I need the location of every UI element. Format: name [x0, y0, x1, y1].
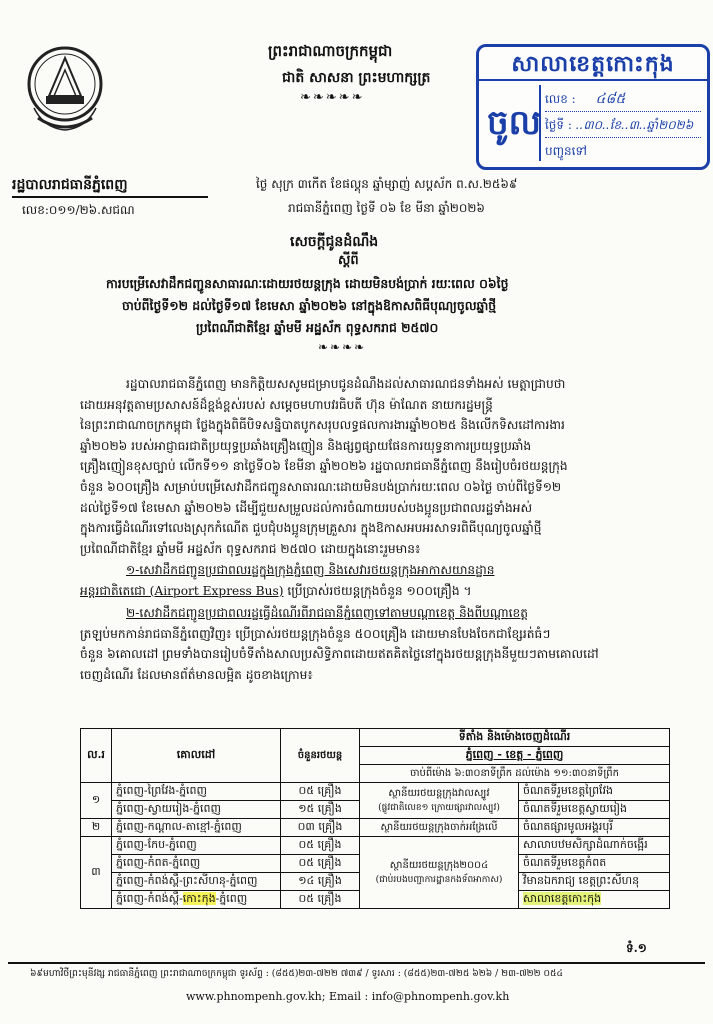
stamp-mark: ចូល — [487, 85, 541, 161]
item-1-airport-bus: អន្តរជាតិតេជោ (Airport Express Bus) — [80, 583, 284, 598]
item-2-line: ចំនួន ៦គោលដៅ ព្រមទាំងបានរៀបចំទីតាំងសាលប្រសិទ្ធិភាពដោយឥតគិតថ្លៃនៅក្នុងរថយន្តក្រុងនីមួយៗតាមគោលដៅ — [80, 647, 599, 662]
stamp-row-number — [545, 87, 701, 112]
row-destination: ភ្នំពេញ-កែប-ភ្នំពេញ — [112, 837, 281, 855]
table-row — [81, 783, 670, 801]
body-line: ឆ្នាំ២០២៦ របស់អាជ្ញាធរជាតិប្រយុទ្ធប្រឆាំងគ្រឿងញៀន និងផ្សព្វផ្សាយផែនការយុទ្ធនាការប្រយុទ្ធប្រឆាំង — [80, 438, 532, 453]
reference-number: លេខ:០១១/២៦.សជណ — [22, 203, 135, 217]
notice-subject-line2: ចាប់ពីថ្ងៃទី១២ ដល់ថ្ងៃទី១៧ ខែមេសា ឆ្នាំ២០២៦ នៅក្នុងឱកាសពិធីបុណ្យចូលឆ្នាំថ្មី — [122, 298, 497, 313]
row-arrival: ចំណតទីរួមខេត្តព្រៃវែង — [519, 783, 670, 801]
row-buses: ០៥ គ្រឿង — [281, 783, 360, 801]
body-line: រដ្ឋបាលរាជធានីភ្នំពេញ មានកិត្តិយសសូមជម្រាបជូនដំណឹងដល់សាធារណជនទាំងអស់ មេត្តាជ្រាបថា — [126, 377, 566, 391]
row-arrival: ចំណតទីរួមខេត្តស្វាយរៀង — [519, 801, 670, 819]
header-destination: គោលដៅ — [112, 729, 281, 783]
kingdom-heading: ព្រះរាជាណាចក្រកម្ពុជា — [268, 42, 393, 60]
stamp-value-number: ៤៨៥ — [595, 91, 626, 107]
row-buses: ០៥ គ្រឿង — [281, 891, 360, 909]
notice-subject-label: ស្តីពី — [338, 253, 359, 268]
station-3-name: ស្ថានីយរថយន្តក្រុង២០០៤ — [389, 859, 489, 871]
footer-rule — [8, 962, 705, 964]
notice-title: សេចក្តីជូនដំណឹង — [290, 234, 379, 250]
row-arrival: ចំណតផ្សារមូលអង្គរបុរី — [519, 819, 670, 837]
item-1-line: ១-សេវាដឹកជញ្ជូនប្រជាពលរដ្ឋក្នុងក្រុងភ្នំពេញ និងសេវារថយន្តក្រុងអាកាសយានដ្ឋាន — [126, 563, 495, 577]
row-arrival: សាលាបឋមសិក្សាដំណាក់ចង្អើរ — [519, 837, 670, 855]
station-3-note: (ជាប់របងបញ្ជាការដ្ឋានកងទ័ពអាកាស) — [375, 874, 503, 885]
national-motto: ជាតិ សាសនា ព្រះមហាក្សត្រ — [282, 70, 431, 86]
station-1-name: ស្ថានីយរថយន្តក្រុងវាលស្បូវ — [388, 787, 490, 799]
body-line: ដល់ថ្ងៃទី១៧ ខែមេសា ឆ្នាំ២០២៦ ដើម្បីជួយសម្រួលដល់ការចំណាយរបស់បងប្អូនប្រជាពលរដ្ឋទាំងអស់ — [80, 500, 533, 515]
station-2: ស្ថានីយរថយន្តក្រុងចាក់អង្រែលើ — [360, 819, 519, 837]
dest-part: -ភ្នំពេញ — [215, 891, 248, 905]
bus-schedule-table — [80, 728, 670, 909]
stamp-row-forward — [545, 139, 701, 163]
body-paragraph — [80, 374, 680, 559]
row-buses: ០៣ គ្រឿង — [281, 819, 360, 837]
body-line: នៃព្រះរាជាណាចក្រកម្ពុជា ថ្លែងក្នុងពិធីបិទសន្និបាតបូកសរុបលទ្ធផលការងារឆ្នាំ២០២៥ និងលើកទិសដៅការងារ — [80, 418, 565, 433]
row-buses: ០៥ គ្រឿង — [281, 855, 360, 873]
lunar-date: ថ្ងៃ សុក្រ ៣កើត ខែផល្គុន ឆ្នាំម្សាញ់ សប្តស័ក ព.ស.២៥៦៩ — [256, 177, 518, 191]
row-arrival: ចំណតទីរួមខេត្តកំពត — [519, 855, 670, 873]
item-2-line: ២-សេវាដឹកជញ្ជូនប្រជាពលរដ្ឋធ្វើដំណើរពីរាជធានីភ្នំពេញទៅតាមបណ្តាខេត្ត និងពីបណ្តាខេត្ត — [126, 606, 529, 620]
stamp-row-date — [545, 113, 701, 138]
phnom-penh-emblem-icon — [24, 38, 106, 138]
arrival-highlight: សាលាខេត្តកោះកុង — [523, 891, 602, 905]
page-number: ទំ.១ — [626, 941, 647, 955]
row-destination — [112, 891, 281, 909]
header-buses: ចំនួនរថយន្ត — [281, 729, 360, 783]
row-no: ១ — [81, 783, 112, 819]
row-arrival: វិមានឯករាជ្យ ខេត្តព្រះសីហនុ — [519, 873, 670, 891]
body-line: ប្រពៃណីជាតិខ្មែរ ឆ្នាំមមី អដ្ឋស័ក ពុទ្ធសករាជ ២៥៧០ ដោយក្នុងនោះរួមមាន៖ — [80, 541, 421, 556]
row-no: ៣ — [81, 837, 112, 909]
item-2-line: ត្រឡប់មកកាន់រាជធានីភ្នំពេញវិញ៖ ប្រើប្រាស់រថយន្តក្រុងចំនួន ៥០០គ្រឿង ដោយមានបែងចែកជាខ្សែរត់ធំៗ — [80, 626, 551, 641]
row-destination: ភ្នំពេញ-កំពត-ភ្នំពេញ — [112, 855, 281, 873]
solar-date: រាជធានីភ្នំពេញ ថ្ងៃទី ០៦ ខែ មីនា ឆ្នាំ២០២៦ — [288, 201, 485, 215]
header-departure: ទីតាំង និងម៉ោងចេញដំណើរ — [360, 729, 670, 747]
row-no: ២ — [81, 819, 112, 837]
header-time: ចាប់ពីម៉ោង ៦:៣០នាទីព្រឹក ដល់ម៉ោង ១១:៣០នាទីព្រឹក — [360, 765, 670, 783]
footer-web[interactable]: www.phnompenh.gov.kh; Email : info@phnompenh.gov.kh — [186, 990, 510, 1003]
row-buses: ០៥ គ្រឿង — [281, 837, 360, 855]
stamp-value-date: ..៣០..ខែ..៣..ឆ្នាំ២០២៦ — [575, 118, 694, 132]
header-no: ល.រ — [81, 729, 112, 783]
stamp-office: សាលាខេត្តកោះកុង — [479, 49, 707, 81]
row-destination: ភ្នំពេញ-កំពង់ស្ពឺ-ព្រះសីហនុ-ភ្នំពេញ — [112, 873, 281, 891]
table-row — [81, 819, 670, 837]
title-ornament: ❧❧❧❧ — [318, 340, 367, 354]
row-buses: ១៤ គ្រឿង — [281, 873, 360, 891]
issuer-name: រដ្ឋបាលរាជធានីភ្នំពេញ — [12, 177, 128, 193]
body-line: ចំនួន ៦០០គ្រឿង សម្រាប់បម្រើសេវាដឹកជញ្ជូនសាធារណៈដោយមិនបង់ប្រាក់រយៈពេល ០៦ថ្ងៃ ចាប់ពីថ្ងៃទី១២ — [80, 479, 562, 494]
issuer-underline — [12, 196, 208, 198]
row-buses: ១៥ គ្រឿង — [281, 801, 360, 819]
notice-subject-line3: ប្រពៃណីជាតិខ្មែរ ឆ្នាំមមី អដ្ឋស័ក ពុទ្ធសករាជ ២៥៧០ — [196, 320, 439, 335]
row-destination: ភ្នំពេញ-ព្រៃវែង-ភ្នំពេញ — [112, 783, 281, 801]
row-destination: ភ្នំពេញ-ស្វាយរៀង-ភ្នំពេញ — [112, 801, 281, 819]
station-3 — [360, 837, 519, 909]
footer-address: ៦៩មហាវិថីព្រះមុនីវង្ស រាជធានីភ្នំពេញ ព្រះរាជាណាចក្រកម្ពុជា ទូរស័ព្ទ : (៨៥៥)២៣-៧២២ ៧៣៩ / ទូរសារ : (៨៥៥)២៣-៧២៥ ៦២៦ / ២៣-៧២២ ០៥៤ — [30, 968, 563, 979]
stamp-label-date: ថ្ងៃទី : — [545, 118, 572, 132]
table-row — [81, 837, 670, 855]
station-1 — [360, 783, 519, 819]
received-stamp — [476, 44, 710, 170]
body-line: ដោយអនុវត្តតាមប្រសាសន៍ដ៏ខ្ពង់ខ្ពស់របស់ សម្តេចមហាបវរធិបតី ហ៊ុន ម៉ាណែត នាយករដ្ឋមន្ត្រី — [80, 397, 493, 412]
dest-highlight: កោះកុង — [182, 891, 216, 905]
row-destination: ភ្នំពេញ-កណ្តាល-តាខ្មៅ-ភ្នំពេញ — [112, 819, 281, 837]
motto-ornament: ❧❧❧❧❧ — [300, 90, 365, 105]
item-1-bus-count: ប្រើប្រាស់រថយន្តក្រុងចំនួន ១០០គ្រឿង ។ — [283, 583, 472, 598]
stamp-label-number: លេខ : — [545, 92, 576, 106]
notice-subject-line1: ការបម្រើសេវាដឹកជញ្ជូនសាធារណៈដោយរថយន្តក្រុង ដោយមិនបង់ប្រាក់ រយៈពេល ០៦ថ្ងៃ — [106, 276, 509, 291]
station-1-note: (ផ្លូវជាតិលេខ១ ក្រោយផ្សារវាលស្បូវ) — [378, 802, 500, 813]
item-2-line: ចេញដំណើរ ដែលមានព័ត៌មានលម្អិត ដូចខាងក្រោម៖ — [80, 667, 313, 682]
header-route: ភ្នំពេញ - ខេត្ត - ភ្នំពេញ — [360, 747, 670, 765]
body-line: គ្រឿងញៀនខុសច្បាប់ លើកទី១១ នាថ្ងៃទី០៦ ខែមីនា ឆ្នាំ២០២៦ រដ្ឋបាលរាជធានីភ្នំពេញ នឹងរៀបចំរថយន្តក្រុង — [80, 459, 568, 474]
stamp-label-forward: បញ្ជូនទៅ — [545, 144, 587, 158]
item-2 — [80, 603, 680, 685]
dest-part: ភ្នំពេញ-កំពង់ស្ពឺ- — [116, 891, 183, 905]
row-arrival — [519, 891, 670, 909]
item-1 — [80, 560, 680, 601]
body-line: ក្នុងការធ្វើដំណើរទៅលេងស្រុកកំណើត ជួបជុំបងប្អូនក្រុមគ្រួសារ ក្នុងឱកាសអបអរសាទរពិធីបុណ្យចូលឆ្នាំថ្មី — [80, 521, 542, 536]
